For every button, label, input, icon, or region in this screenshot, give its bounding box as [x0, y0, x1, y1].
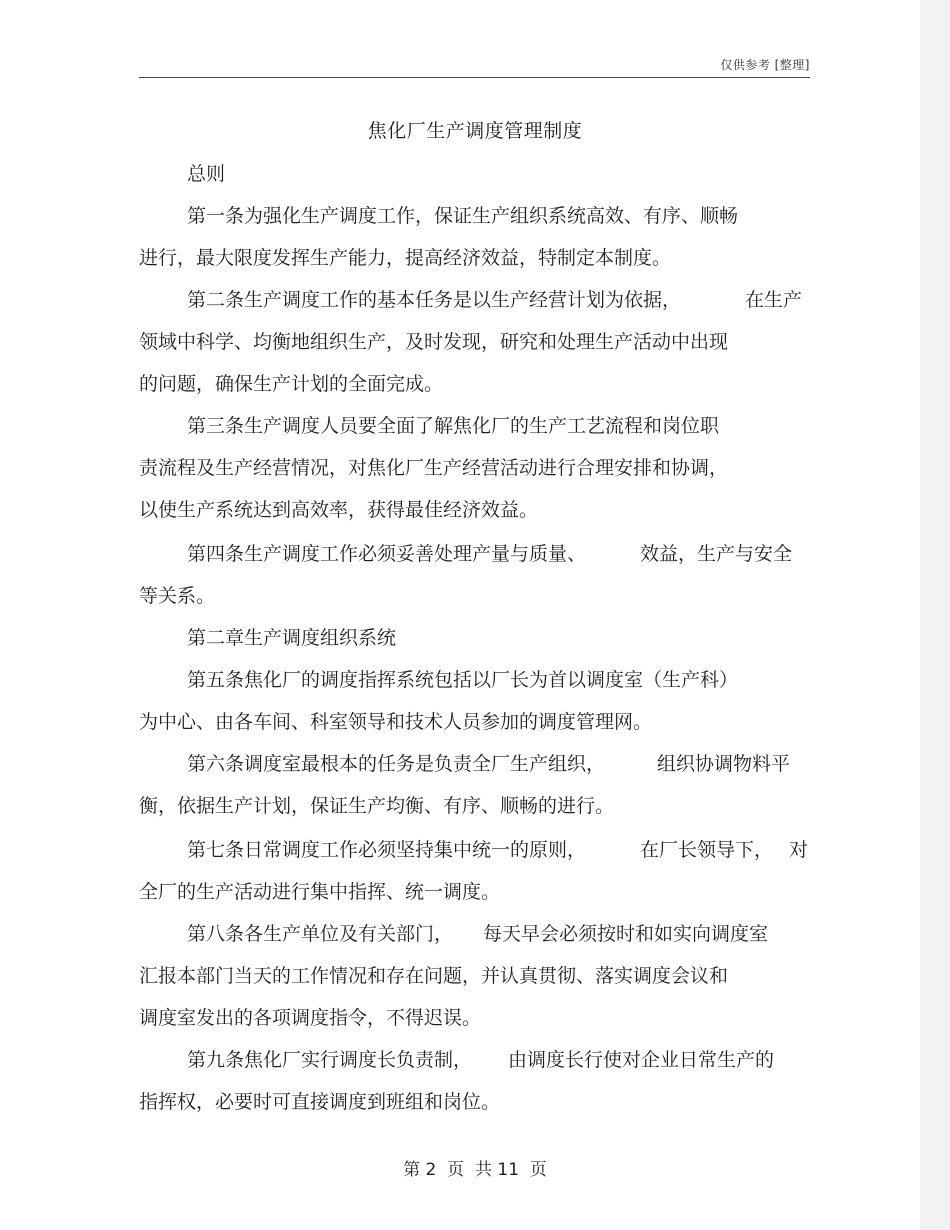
page-footer: 第 2 页 共 11 页 — [403, 1160, 547, 1180]
header-rule — [139, 77, 810, 78]
paragraph-line: 衡，依据生产计划，保证生产均衡、有序、顺畅的进行。 — [139, 795, 615, 817]
paragraph-line: 进行，最大限度发挥生产能力，提高经济效益，特制定本制度。 — [139, 247, 672, 269]
paragraph-line: 第八条各生产单位及有关部门， — [187, 923, 454, 945]
paragraph-line-fragment: 在厂长领导下， — [640, 839, 774, 861]
paragraph-line: 调度室发出的各项调度指令，不得迟误。 — [139, 1007, 482, 1029]
paragraph-line: 领域中科学、均衡地组织生产，及时发现，研究和处理生产活动中出现 — [139, 331, 729, 353]
paragraph-line: 第九条焦化厂实行调度长负责制， — [187, 1049, 473, 1071]
paragraph-line: 第三条生产调度人员要全面了解焦化厂的生产工艺流程和岗位职 — [187, 415, 720, 437]
paragraph-line-fragment: 在生产 — [745, 289, 803, 311]
paragraph-line: 汇报本部门当天的工作情况和存在问题，并认真贯彻、落实调度会议和 — [139, 965, 729, 987]
viewer-gutter — [920, 0, 950, 1230]
paragraph-line: 等关系。 — [139, 585, 216, 607]
paragraph-line-fragment: 由调度长行使对企业日常生产的 — [508, 1049, 775, 1071]
paragraph-line: 责流程及生产经营情况，对焦化厂生产经营活动进行合理安排和协调， — [139, 457, 729, 479]
header-note: 仅供参考 [整理] — [720, 58, 810, 72]
paragraph-line: 的问题，确保生产计划的全面完成。 — [139, 373, 444, 395]
paragraph-line: 第六条调度室最根本的任务是负责全厂生产组织， — [187, 753, 606, 775]
paragraph-line: 第二条生产调度工作的基本任务是以生产经营计划为依据， — [187, 289, 682, 311]
paragraph-line: 指挥权，必要时可直接调度到班组和岗位。 — [139, 1091, 501, 1113]
paragraph-line: 第七条日常调度工作必须坚持集中统一的原则， — [187, 839, 587, 861]
chapter-heading: 第二章生产调度组织系统 — [187, 627, 397, 649]
paragraph-line-fragment: 对 — [789, 839, 809, 861]
paragraph-line: 第五条焦化厂的调度指挥系统包括以厂长为首以调度室（生产科） — [187, 669, 739, 691]
document-title: 焦化厂生产调度管理制度 — [367, 120, 583, 142]
paragraph-line-fragment: 每天早会必须按时和如实向调度室 — [483, 923, 769, 945]
paragraph-line: 第四条生产调度工作必须妥善处理产量与质量、 — [187, 543, 587, 565]
paragraph-line-fragment: 效益，生产与安全 — [640, 543, 793, 565]
paragraph-line: 第一条为强化生产调度工作，保证生产组织系统高效、有序、顺畅 — [187, 205, 739, 227]
paragraph-line-fragment: 组织协调物料平 — [657, 753, 791, 775]
paragraph-line: 以使生产系统达到高效率，获得最佳经济效益。 — [139, 499, 539, 521]
paragraph-line: 全厂的生产活动进行集中指挥、统一调度。 — [139, 881, 501, 903]
section-heading-general: 总则 — [187, 163, 226, 185]
paragraph-line: 为中心、由各车间、科室领导和技术人员参加的调度管理网。 — [139, 711, 653, 733]
